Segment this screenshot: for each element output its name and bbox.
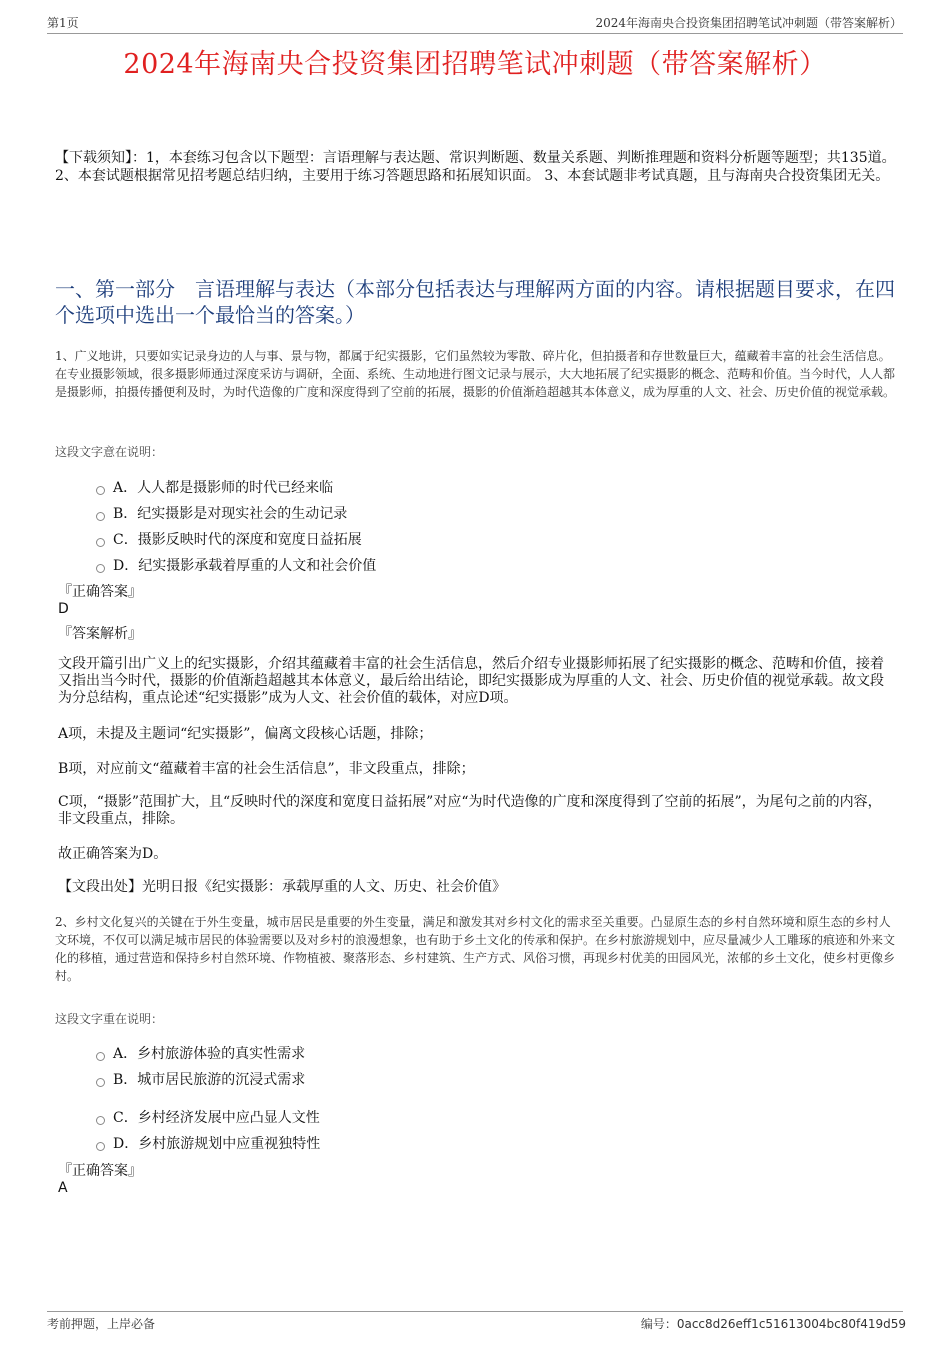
radio-icon[interactable] bbox=[96, 1078, 105, 1087]
question-1-prompt: 这段文字意在说明： bbox=[55, 445, 164, 459]
option-label: C．摄影反映时代的深度和宽度日益拓展 bbox=[113, 532, 362, 548]
q1-analysis-label: 『答案解析』 bbox=[58, 626, 142, 642]
radio-icon[interactable] bbox=[96, 1116, 105, 1125]
q1-note-c: C项，“摄影”范围扩大，且“反映时代的深度和宽度日益拓展”对应“为时代造像的广度和深度得到了空前的拓展”，为尾句之前的内容，非文段重点，排除。 bbox=[58, 794, 882, 827]
option-label: B．城市居民旅游的沉浸式需求 bbox=[113, 1072, 306, 1088]
q1-answer-label: 『正确答案』 bbox=[58, 584, 142, 600]
option-label: B．纪实摄影是对现实社会的生动记录 bbox=[113, 506, 348, 522]
q2-option-b[interactable] bbox=[96, 1069, 305, 1089]
download-notice: 【下载须知】：1，本套练习包含以下题型：言语理解与表达题、常识判断题、数量关系题、判断推理题和资料分析题等题型；共135道。 2、本套试题根据常见招考题总结归纳，主要用于练习答题思路和拓展知识面。 3、本套试题非考试真题，且与海南央合投资集团无关。 bbox=[55, 150, 896, 184]
q2-answer: A bbox=[58, 1180, 68, 1196]
q1-analysis: 文段开篇引出广义上的纪实摄影，介绍其蕴藏着丰富的社会生活信息，然后介绍专业摄影师拓展了纪实摄影的概念、范畴和价值，接着又指出当今时代，摄影的价值渐趋超越其本体意义，最后给出结论，即纪实摄影成为厚重的人文、社会、历史价值的视觉承载。故文段为分总结构，重点论述“纪实摄影”成为人文、社会价值的载体，对应D项。 bbox=[58, 656, 884, 706]
radio-icon[interactable] bbox=[96, 486, 105, 495]
q2-answer-label: 『正确答案』 bbox=[58, 1163, 142, 1179]
q1-answer: D bbox=[58, 601, 69, 617]
section-heading: 一、第一部分 言语理解与表达（本部分包括表达与理解两方面的内容。请根据题目要求，在四个选项中选出一个最恰当的答案。） bbox=[55, 277, 895, 327]
q1-option-b[interactable] bbox=[96, 503, 347, 523]
page-number: 第1页 bbox=[47, 16, 79, 30]
option-label: A．人人都是摄影师的时代已经来临 bbox=[113, 480, 334, 496]
q2-option-a[interactable] bbox=[96, 1043, 305, 1063]
option-label: D．乡村旅游规划中应重视独特性 bbox=[113, 1136, 321, 1152]
header-divider bbox=[47, 33, 903, 34]
question-2-prompt: 这段文字重在说明： bbox=[55, 1012, 164, 1026]
q2-option-c[interactable] bbox=[96, 1107, 320, 1127]
page-title: 2024年海南央合投资集团招聘笔试冲刺题（带答案解析） bbox=[123, 49, 827, 80]
q1-conclusion: 故正确答案为D。 bbox=[58, 846, 168, 862]
radio-icon[interactable] bbox=[96, 538, 105, 547]
q1-option-a[interactable] bbox=[96, 477, 333, 497]
option-label: C．乡村经济发展中应凸显人文性 bbox=[113, 1110, 320, 1126]
q1-source: 【文段出处】光明日报《纪实摄影：承载厚重的人文、历史、社会价值》 bbox=[58, 879, 506, 895]
radio-icon[interactable] bbox=[96, 1142, 105, 1151]
q1-note-a: A项，未提及主题词“纪实摄影”，偏离文段核心话题，排除； bbox=[58, 726, 433, 742]
footer-slogan: 考前押题，上岸必备 bbox=[47, 1317, 156, 1331]
q1-option-d[interactable] bbox=[96, 555, 376, 575]
serial-number: 0acc8d26eff1c51613004bc80f419d59 bbox=[676, 1317, 906, 1331]
question-1-text: 1、广义地讲，只要如实记录身边的人与事、景与物，都属于纪实摄影，它们虽然较为零散、碎片化，但拍摄者和存世数量巨大，蕴藏着丰富的社会生活信息。在专业摄影领域，很多摄影师通过深度采访与调研，全面、系统、生动地进行图文记录与展示，大大地拓展了纪实摄影的概念、范畴和价值。当今时代，人人都是摄影师，拍摄传播便利及时，为时代造像的广度和深度得到了空前的拓展，摄影的价值渐趋超越其本体意义，成为厚重的人文、社会、历史价值的视觉承载。 bbox=[55, 349, 896, 399]
radio-icon[interactable] bbox=[96, 1052, 105, 1061]
serial-label: 编号： bbox=[640, 1317, 677, 1331]
radio-icon[interactable] bbox=[96, 512, 105, 521]
option-label: A．乡村旅游体验的真实性需求 bbox=[113, 1046, 306, 1062]
radio-icon[interactable] bbox=[96, 564, 105, 573]
option-label: D．纪实摄影承载着厚重的人文和社会价值 bbox=[113, 558, 377, 574]
q2-option-d[interactable] bbox=[96, 1133, 320, 1153]
footer-divider bbox=[47, 1311, 903, 1312]
question-2-text: 2、乡村文化复兴的关键在于外生变量，城市居民是重要的外生变量，满足和激发其对乡村文化的需求至关重要。凸显原生态的乡村自然环境和原生态的乡村人文环境，不仅可以满足城市居民的体验需要以及对乡村的浪漫想象，也有助于乡土文化的传承和保护。在乡村旅游规划中，应尽量减少人工雕琢的痕迹和外来文化的移植，通过营造和保持乡村自然环境、作物植被、聚落形态、乡村建筑、生产方式、风俗习惯，再现乡村优美的田园风光，浓郁的乡土文化，使乡村更像乡村。 bbox=[55, 915, 896, 983]
q1-option-c[interactable] bbox=[96, 529, 362, 549]
q1-note-b: B项，对应前文“蕴藏着丰富的社会生活信息”，非文段重点，排除； bbox=[58, 761, 475, 777]
running-header-title: 2024年海南央合投资集团招聘笔试冲刺题（带答案解析） bbox=[595, 16, 902, 30]
footer-serial bbox=[641, 1315, 906, 1332]
